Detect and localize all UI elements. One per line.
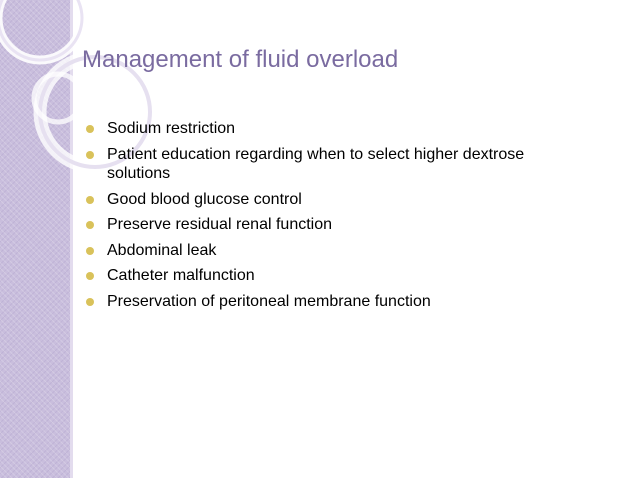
bullet-item-glucose-control [86, 190, 606, 210]
bullet-item-sodium-restriction [86, 119, 606, 139]
bullet-text: Catheter malfunction [107, 267, 255, 284]
bullet-item-peritoneal-membrane [86, 292, 606, 312]
bullet-item-catheter-malfunction [86, 266, 606, 286]
bullet-text: Preservation of peritoneal membrane function [107, 292, 431, 310]
bullet-list [86, 119, 606, 317]
bullet-text: Good blood glucose control [107, 190, 302, 208]
bullet-item-renal-function [86, 215, 606, 235]
slide-title: Management of fluid overload [82, 46, 399, 73]
bullet-item-abdominal-leak [86, 241, 606, 261]
bullet-dot-icon [86, 221, 94, 229]
bullet-dot-icon [86, 196, 94, 204]
bullet-dot-icon [86, 298, 94, 306]
bullet-text: Patient education regarding when to select higher dextrose solutions [107, 145, 525, 182]
bullet-text: Preserve residual renal function [107, 216, 333, 233]
bullet-text: Sodium restriction [107, 120, 236, 137]
bullet-dot-icon [86, 272, 94, 280]
bullet-dot-icon [86, 247, 94, 255]
bullet-text: Abdominal leak [107, 241, 217, 259]
bullet-dot-icon [86, 151, 94, 159]
bullet-item-patient-education [86, 145, 606, 184]
bullet-dot-icon [86, 125, 94, 133]
